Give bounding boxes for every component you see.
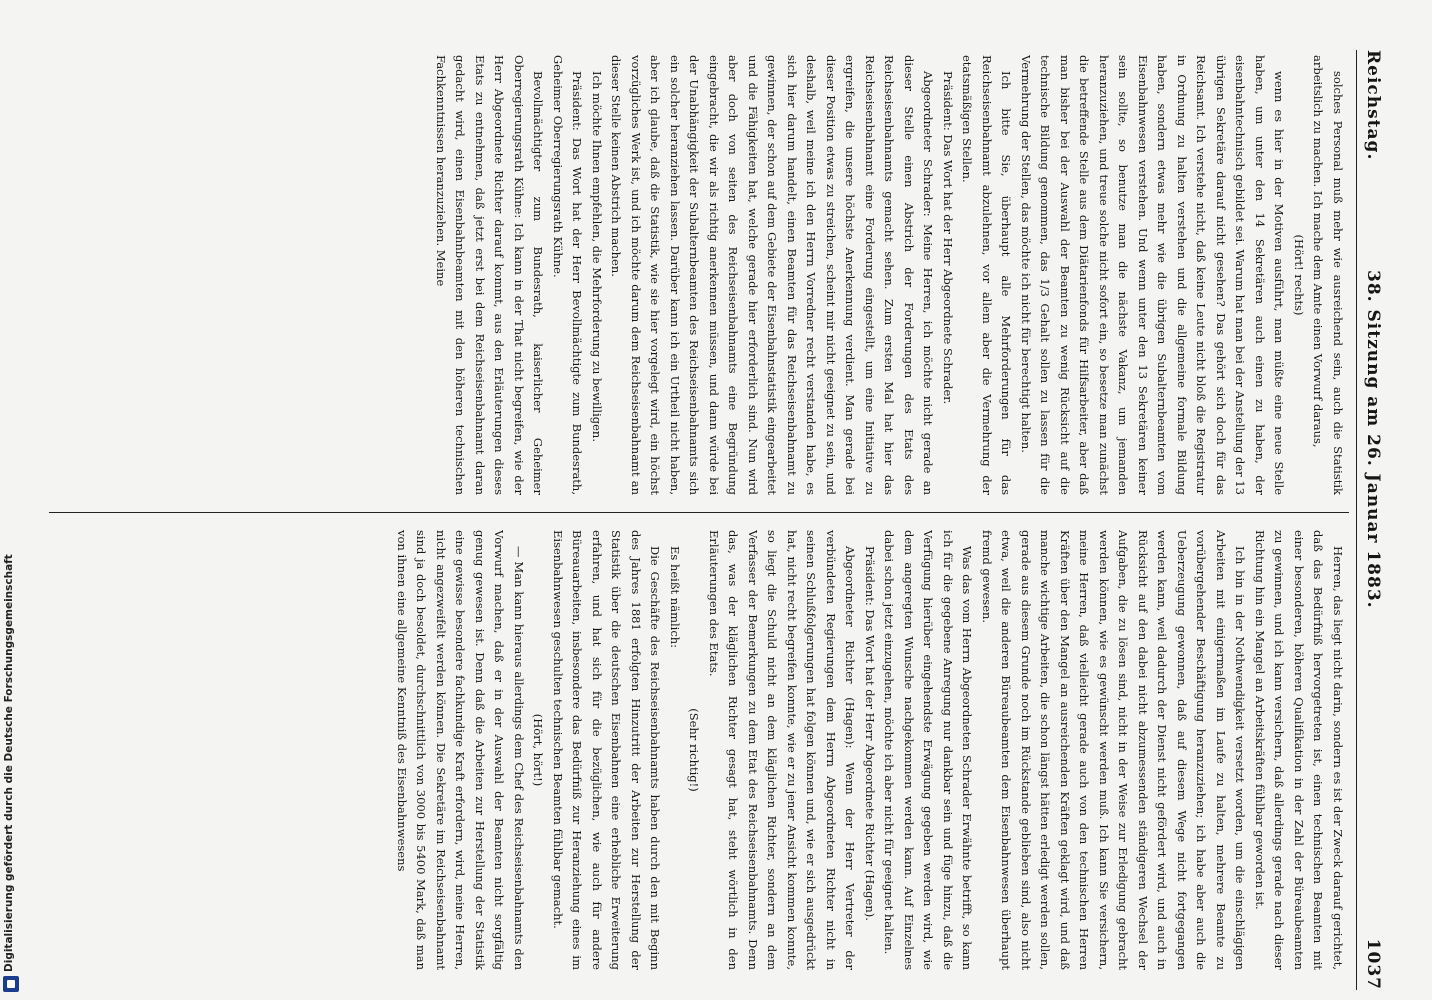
column-divider bbox=[49, 512, 1349, 513]
paragraph: (Hört, hört!) bbox=[531, 713, 546, 787]
credit-text: Digitalisierung gefördert durch die Deutsche Forschungsgemeinschaft bbox=[3, 554, 15, 972]
paragraph: Bevollmächtigter zum Bundesrath, kaiserlicher Geheimer Oberregierungsrath Kühne: Ich kann in der That nicht begreifen, wie der Herr Abgeordnete Richter darauf kommt, aus den Erläuterungen dieses Etats zu entnehmen, daß jetzt erst bei dem Reichseisenbahnamt daran gedacht wird, einen Eisenbahnbeamten mit den höheren technischen Fachkenntnissen heranzuziehen. Meine bbox=[434, 55, 546, 495]
header-rule bbox=[1356, 50, 1357, 990]
paragraph: — Man kann hieraus allerdings dem Chef des Reichseisenbahnamts den Vorwurf machen, daß er in der Auswahl der Beamten nicht sorgfältig genug gewesen ist. Denn daß die Arbeiten zur Herstellung der Statistik eine gewisse besondere fachkundige Kraft erfordern, wird, meine Herren, nicht angezweifelt werden können. Die Sekretäre im Reichseisenbahnamt sind ja doch besoldet, durchschnittlich von 3000 bis 5400 Mark, daß man von ihnen eine allgemeine Kenntniß des Eisenbahnwesens bbox=[395, 530, 526, 970]
header-session: 38. Sitzung am 26. Januar 1883. bbox=[1363, 270, 1383, 609]
running-header bbox=[1359, 50, 1383, 990]
paragraph: (Hört! rechts) bbox=[1292, 234, 1306, 316]
paragraph: Präsident: Das Wort hat der Herr Abgeordnete Schrader. bbox=[941, 71, 955, 405]
paragraph: Präsident: Das Wort hat der Herr Abgeordnete Richter (Hagen). bbox=[863, 546, 877, 921]
page-number: 1037 bbox=[1363, 938, 1383, 990]
paragraph: Die Geschäfte des Reichseisenbahnamts haben durch den mit Beginn des Jahres 1881 erfolgten Hinzutritt der Arbeiten zur Herstellung der Statistik über die deutschen Eisenbahnen eine erhebliche Erweiterung erfahren, und hat sich für die bezüglichen, wie auch für andere Büreauarbeiten, insbesondere das Bedürfniß zur Heranziehung eines im Eisenbahnwesen geschulten technischen Beamten fühlbar gemacht. bbox=[551, 530, 663, 970]
dfg-logo-icon bbox=[3, 976, 19, 992]
paragraph: Ich bitte Sie, überhaupt alle Mehrforderungen für das Reichseisenbahnamt abzulehnen, vor allem aber die Vermehrung der etatsmäßigen Stellen. bbox=[960, 55, 1014, 495]
paragraph: Ich bin in der Nothwendigkeit versetzt worden, um die einschlägigen Arbeiten mit einigermaßen im Laufe zu halten, mehrere Beamte zu vorübergehender Beschäftigung heranzuziehen; ich habe aber auch die Ueberzeugung gewonnen, daß auf diesem Wege nicht fortgegangen werden kann, weil dadurch der Dienst nicht gefördert wird, und auch in Rücksicht auf den dabei nicht abzumessenden ständigeren Wechsel der Aufgaben, die zu lösen sind, nicht in der Weise zur Erledigung gebracht werden können, wie es gewünscht werden muß. Ich kann Sie versichern, meine Herren, daß vielleicht gerade auch von den technischen Herren Kräften über den Mangel an ausreichenden Kräften geklagt wird, und daß manche wichtige Arbeiten, die schon längst hätten erledigt werden sollen, gerade aus diesem Grunde noch im Rückstande geblieben sind, also nicht etwa, weil die anderen Büreaubeamten dem Eisenbahnwesen überhaupt fremd gewesen. bbox=[980, 530, 1248, 970]
paragraph: Abgeordneter Schrader: Meine Herren, ich möchte nicht gerade an dieser Stelle einen Abstrich der Forderungen des Etats des Reichseisenbahnamts gemacht sehen. Zum ersten Mal hat hier das Reichseisenbahnamt eine Forderung eingestellt, um eine Initiative zu ergreifen, die unsere höchste Anerkennung verdient. Man gerade bei dieser Position etwas zu streichen, scheint mir nicht geeignet zu sein, und deshalb, weil meine ich den Herrn Vorredner recht verstanden habe, es sich hier darum handelt, einen Beamten für das Reichseisenbahnamt zu gewinnen, der schon auf dem Gebiete der Eisenbahnstatistik eingearbeitet und die Fähigkeiten hat, welche gerade hier erforderlich sind. Nun wird aber doch von seiten des Reichseisenbahnamts eine Begründung eingebracht, die wir als richtig anerkennen müssen, und dann würde bei der Unabhängigkeit der Subalternbeamten des Reichseisenbahnamts sich ein solcher heranziehen lassen. Darüber kann ich ein Urtheil nicht haben, aber ich glaube, daß die Statistik, wie sie hier vorgelegt wird, ein höchst vorzügliches Werk ist, und ich möchte darum dem Reichseisenbahnamt an dieser Stelle keinen Abstrich machen. bbox=[609, 55, 936, 495]
paragraph: Präsident: Das Wort hat der Herr Bevollmächtigte zum Bundesrath, Geheimer Oberregierungsrath Kühne. bbox=[551, 55, 585, 495]
paragraph: Abgeordneter Richter (Hagen): Wenn der Herr Vertreter der verbündeten Regierungen dem Herrn Abgeordneten Richter nicht in seinen Schlußfolgerungen hat folgen können und, wie er sich ausgedrückt hat, nicht recht begreifen konnte, wie er zu jener Ansicht kommen konnte, so liegt die Schuld nicht an dem kläglichen Richter, sondern an dem Verfasser der Bemerkungen zu dem Etat des Reichseisenbahnamts. Denn das, was der kläglichen Richter gesagt hat, steht wörtlich in den Erläuterungen des Etats. bbox=[707, 530, 858, 970]
rotated-page bbox=[26, 0, 1411, 1000]
paragraph: solches Personal muß mehr wie ausreichend sein, auch die Statistik arbeitslich zu machen. Ich mache dem Amte einen Vorwurf daraus, bbox=[1311, 55, 1345, 495]
paragraph: Was das vom Herrn Abgeordneten Schrader Erwähnte betrifft, so kann ich für die gegebene Anregung nur dankbar sein und füge hinzu, daß die Verfügung hierüber eingehendste Erwägung gegeben werden wird, wie dem angeregten Wunsche nachgekommen werden kann. Auf Einzelnes dabei schon jetzt einzugehen, möchte ich aber nicht für geeignet halten. bbox=[882, 530, 975, 970]
digitization-credit bbox=[0, 0, 22, 1000]
paragraph: (Sehr richtig!) bbox=[687, 708, 702, 792]
paragraph: Ich möchte Ihnen empfehlen, die Mehrforderung zu bewilligen. bbox=[590, 71, 604, 442]
header-title: Reichstag. bbox=[1363, 50, 1383, 161]
paragraph: Herren, das liegt nicht darin, sondern es ist der Zweck darauf gerichtet, daß das Bedürfniß hervorgetreten ist, einen technischen Beamten mit einer besonderen, höheren Qualifikation in der Zahl der Büreaubeamten zu gewinnen, und ich kann versichern, daß allerdings gerade nach dieser Richtung hin ein Mangel an Arbeitskräften fühlbar geworden ist. bbox=[1253, 530, 1345, 970]
paragraph: Es heißt nämlich: bbox=[668, 546, 682, 649]
left-column bbox=[47, 55, 1347, 495]
right-column bbox=[47, 530, 1347, 970]
paragraph: wenn es hier in der Motiven ausführt, man müßte eine neue Stelle haben, um unter den 14 Sekretären auch einen zu haben, der eisenbahntechnisch gebildet sei. Warum hat man bei der Anstellung der 13 übrigen Sekretäre darauf nicht gesehen? Das gehört sich doch für das Reichsamt. Ich verstehe nicht, daß keine Leute nicht bloß die Registratur in Ordnung zu halten verstehen und die allgemeine formale Bildung haben, sondern etwas mehr wie die übrigen Subalternbeamten vom Eisenbahnwesen verstehen. Und wenn unter den 13 Sekretären keiner sein sollte, so benutze man die nächste Vakanz, um jemanden heranzuziehen, und treue solche nicht sofort ein, so besetze man zunächst die betreffende Stelle aus dem Diätarienfonds für Hilfsarbeiter, aber daß man bisher bei der Auswahl der Beamten zu wenig Rücksicht auf die technische Bildung genommen, das 1/3 Gehalt sollen zu lassen für die Vermehrung der Stellen, das möchte ich nicht für berechtigt halten. bbox=[1019, 55, 1287, 495]
